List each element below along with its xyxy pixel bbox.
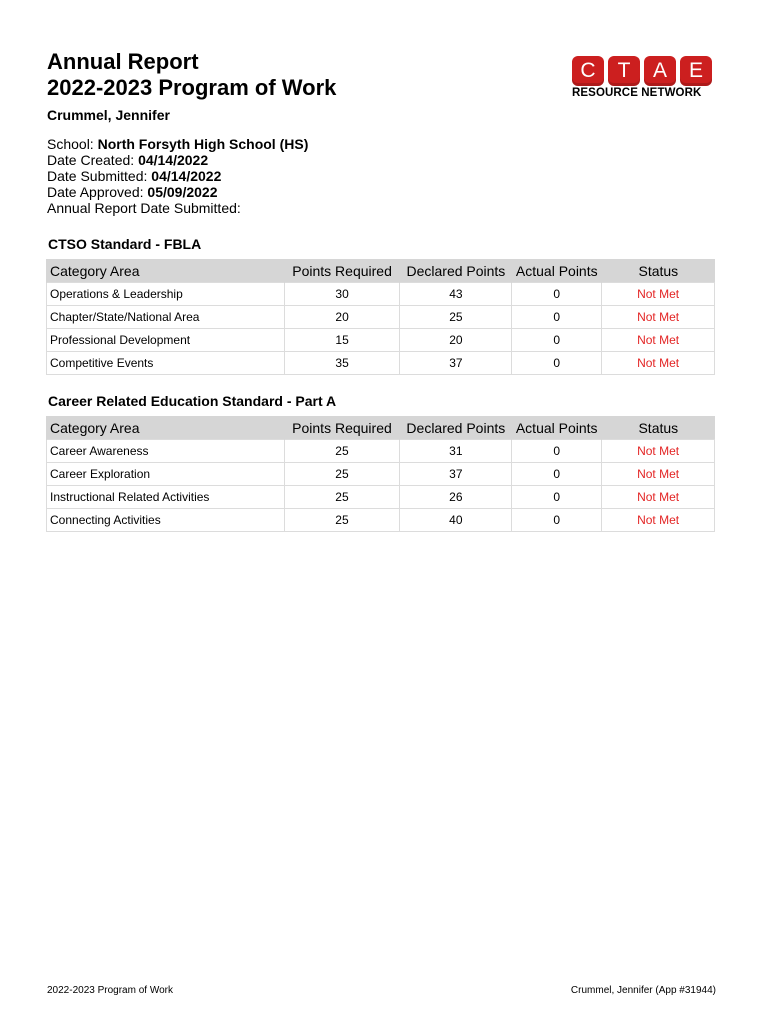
required-cell: 15 [284,329,400,352]
column-header-required: Points Required [284,416,400,440]
status-cell: Not Met [602,486,715,509]
category-cell: Operations & Leadership [47,283,285,306]
table-row [47,283,715,306]
status-cell: Not Met [602,463,715,486]
career-table [46,416,715,532]
logo-subtitle: RESOURCE NETWORK [572,87,702,99]
declared-cell: 25 [400,306,512,329]
report-title-line2: 2022-2023 Program of Work [47,75,337,100]
footer-left: 2022-2023 Program of Work [47,985,173,996]
ctae-logo [572,56,714,102]
report-info [47,136,308,216]
logo-letter-a: A [644,56,676,86]
actual-cell: 0 [512,283,602,306]
declared-cell: 43 [400,283,512,306]
category-cell: Competitive Events [47,352,285,375]
date-submitted-value: 04/14/2022 [151,168,222,184]
required-cell: 25 [284,509,400,532]
date-approved-value: 05/09/2022 [147,184,218,200]
actual-cell: 0 [512,486,602,509]
required-cell: 30 [284,283,400,306]
status-cell: Not Met [602,509,715,532]
table-row [47,352,715,375]
date-submitted-line [47,168,308,184]
actual-cell: 0 [512,440,602,463]
person-name: Crummel, Jennifer [47,107,170,123]
category-cell: Career Exploration [47,463,285,486]
status-cell: Not Met [602,329,715,352]
column-header-status: Status [602,259,715,283]
table-row [47,486,715,509]
actual-cell: 0 [512,509,602,532]
actual-cell: 0 [512,352,602,375]
required-cell: 25 [284,486,400,509]
logo-letter-c: C [572,56,604,86]
category-cell: Career Awareness [47,440,285,463]
date-created-line [47,152,308,168]
status-cell: Not Met [602,306,715,329]
date-approved-line [47,184,308,200]
report-title [47,49,336,101]
required-cell: 35 [284,352,400,375]
section-title-ctso: CTSO Standard - FBLA [48,236,202,252]
footer-right: Crummel, Jennifer (App #31944) [570,985,716,996]
table-row [47,440,715,463]
school-line [47,136,308,152]
column-header-declared: Declared Points [400,259,512,283]
section-title-career: Career Related Education Standard - Part A [48,393,337,409]
status-cell: Not Met [602,283,715,306]
actual-cell: 0 [512,306,602,329]
report-title-line1: Annual Report [47,49,199,74]
column-header-actual: Actual Points [512,416,602,440]
category-cell: Connecting Activities [47,509,285,532]
date-created-label: Date Created: [47,152,135,168]
table-row [47,329,715,352]
date-approved-label: Date Approved: [47,184,144,200]
declared-cell: 26 [400,486,512,509]
annual-report-date-line [47,200,308,216]
logo-letter-t: T [608,56,640,86]
actual-cell: 0 [512,329,602,352]
status-cell: Not Met [602,352,715,375]
school-value: North Forsyth High School (HS) [97,136,309,152]
column-header-category: Category Area [47,416,285,440]
actual-cell: 0 [512,463,602,486]
date-submitted-label: Date Submitted: [47,168,148,184]
logo-letters [572,56,714,86]
declared-cell: 37 [400,352,512,375]
declared-cell: 37 [400,463,512,486]
declared-cell: 31 [400,440,512,463]
category-cell: Instructional Related Activities [47,486,285,509]
required-cell: 25 [284,440,400,463]
table-header-row [47,416,715,440]
column-header-declared: Declared Points [400,416,512,440]
category-cell: Professional Development [47,329,285,352]
annual-report-date-label: Annual Report Date Submitted: [47,200,241,216]
column-header-actual: Actual Points [512,259,602,283]
declared-cell: 20 [400,329,512,352]
status-cell: Not Met [602,440,715,463]
table-row [47,463,715,486]
table-row [47,306,715,329]
column-header-required: Points Required [284,259,400,283]
required-cell: 25 [284,463,400,486]
date-created-value: 04/14/2022 [138,152,209,168]
table-row [47,509,715,532]
table-header-row [47,259,715,283]
column-header-status: Status [602,416,715,440]
declared-cell: 40 [400,509,512,532]
required-cell: 20 [284,306,400,329]
category-cell: Chapter/State/National Area [47,306,285,329]
school-label: School: [47,136,94,152]
logo-letter-e: E [680,56,712,86]
ctso-table [46,259,715,375]
column-header-category: Category Area [47,259,285,283]
